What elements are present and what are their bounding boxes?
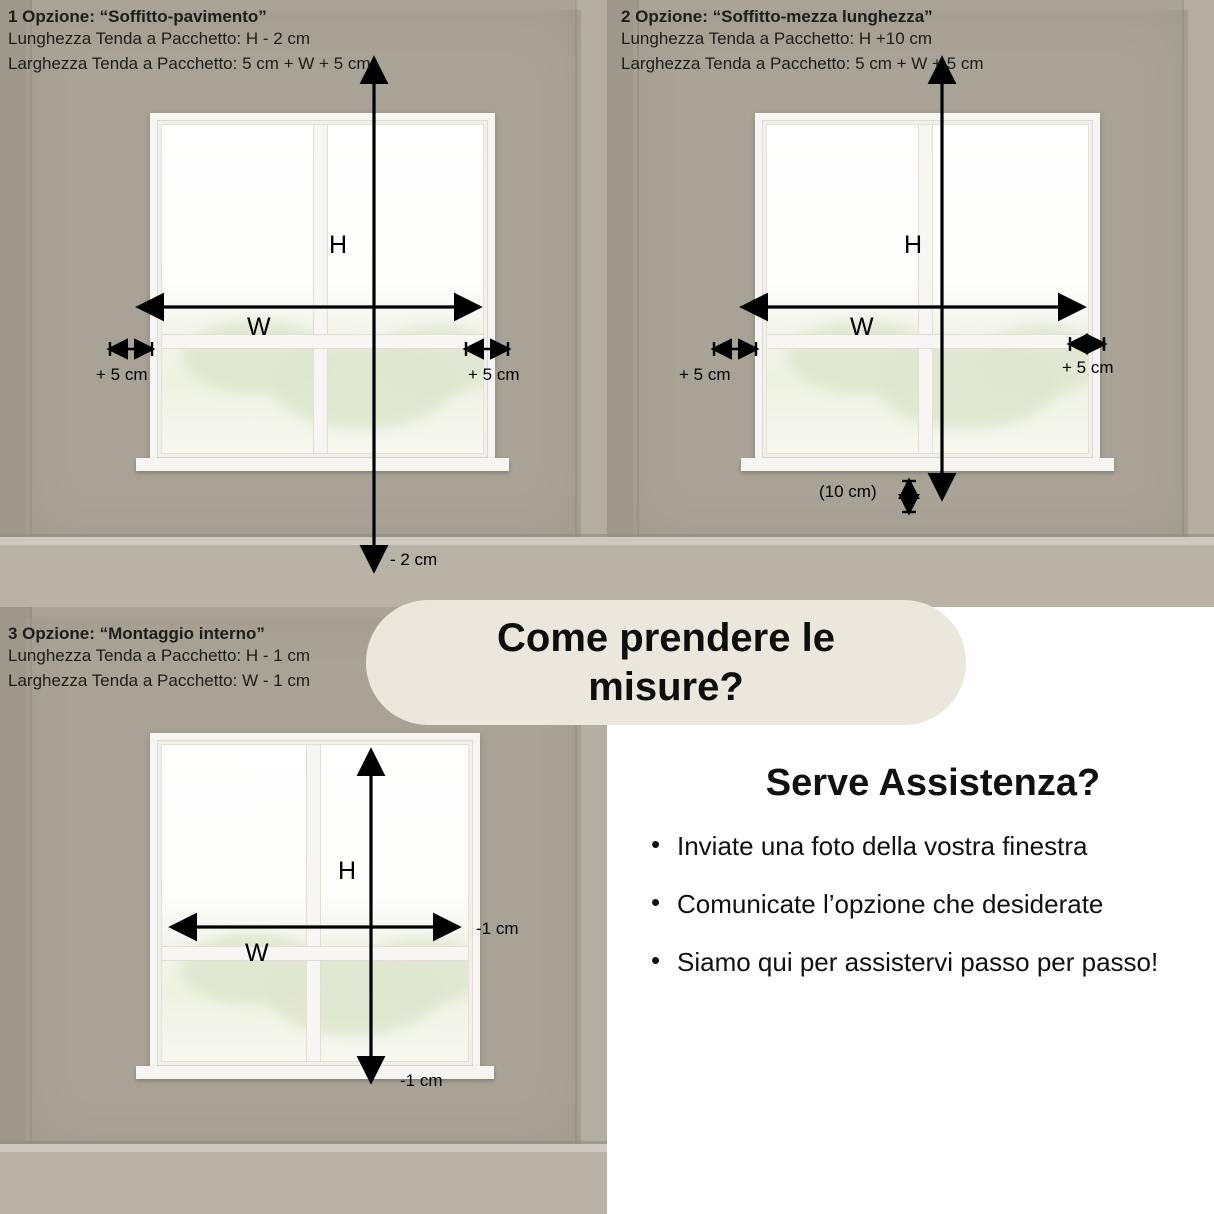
- panel-option-2: [607, 0, 1214, 607]
- center-banner: [366, 600, 966, 725]
- window-glass: [161, 124, 484, 454]
- window-mullion-vertical: [307, 745, 320, 1061]
- list-item: • Inviate una foto della vostra finestra: [651, 825, 1198, 867]
- panel-option-1: [0, 0, 607, 607]
- window-1: [150, 113, 495, 465]
- corner-line-left: [30, 607, 32, 1214]
- option-2-width: Larghezza Tenda a Pacchetto: 5 cm + W + 5 cm: [621, 53, 984, 73]
- window-mullion-vertical: [314, 125, 327, 453]
- assistance-title: Serve Assistenza?: [765, 762, 1101, 804]
- window-mullion-horizontal: [162, 335, 483, 348]
- corner-line-right: [575, 0, 577, 607]
- label-width-3: W: [245, 939, 269, 967]
- banner-title: Come prendere le misure?: [497, 615, 835, 709]
- option-3-length: Lunghezza Tenda a Pacchetto: H - 1 cm: [8, 646, 311, 666]
- floor: [0, 545, 607, 607]
- window-glass: [161, 744, 469, 1062]
- list-item: • Siamo qui per assistervi passo per passo!: [651, 941, 1198, 983]
- window-3: [150, 733, 480, 1073]
- caption-option-3: [8, 623, 310, 694]
- window-mullion-horizontal: [767, 335, 1088, 348]
- option-3-width: Larghezza Tenda a Pacchetto: W - 1 cm: [8, 670, 311, 690]
- option-3-title: 3 Opzione: “Montaggio interno”: [8, 624, 265, 643]
- corner-line-left: [637, 0, 639, 607]
- list-item: • Comunicate l’opzione che desiderate: [651, 883, 1198, 925]
- label-width-1: W: [247, 313, 271, 341]
- option-1-length: Lunghezza Tenda a Pacchetto: H - 2 cm: [8, 29, 311, 49]
- label-right-margin-3: -1 cm: [476, 919, 519, 938]
- label-left-margin-2: + 5 cm: [679, 365, 731, 384]
- label-width-2: W: [850, 313, 874, 341]
- label-bottom-3: -1 cm: [400, 1071, 443, 1090]
- label-height-1: H: [329, 231, 348, 259]
- room-scene-1: [0, 0, 607, 607]
- option-1-width: Larghezza Tenda a Pacchetto: 5 cm + W + 5 cm: [8, 53, 371, 73]
- window-mullion-horizontal: [162, 947, 468, 960]
- window-2: [755, 113, 1100, 465]
- label-bottom-2: (10 cm): [819, 482, 877, 501]
- window-sill-2: [741, 458, 1114, 471]
- window-glass: [766, 124, 1089, 454]
- caption-option-1: [8, 6, 371, 77]
- label-left-margin-1: + 5 cm: [96, 365, 148, 384]
- corner-line-right: [1182, 0, 1184, 607]
- label-right-margin-2: + 5 cm: [1062, 358, 1114, 377]
- floor: [607, 545, 1214, 607]
- option-2-length: Lunghezza Tenda a Pacchetto: H +10 cm: [621, 29, 933, 49]
- label-bottom-1: - 2 cm: [390, 550, 438, 569]
- option-1-title: 1 Opzione: “Soffitto-pavimento”: [8, 7, 267, 26]
- caption-option-2: [621, 6, 984, 77]
- label-right-margin-1: + 5 cm: [468, 365, 520, 384]
- room-scene-2: [607, 0, 1214, 607]
- label-height-3: H: [338, 857, 357, 885]
- window-sill-1: [136, 458, 509, 471]
- option-2-title: 2 Opzione: “Soffitto-mezza lunghezza”: [621, 7, 933, 26]
- corner-line-left: [30, 0, 32, 607]
- label-height-2: H: [904, 231, 923, 259]
- floor: [0, 1152, 607, 1214]
- assistance-list: [625, 825, 1198, 999]
- window-mullion-vertical: [919, 125, 932, 453]
